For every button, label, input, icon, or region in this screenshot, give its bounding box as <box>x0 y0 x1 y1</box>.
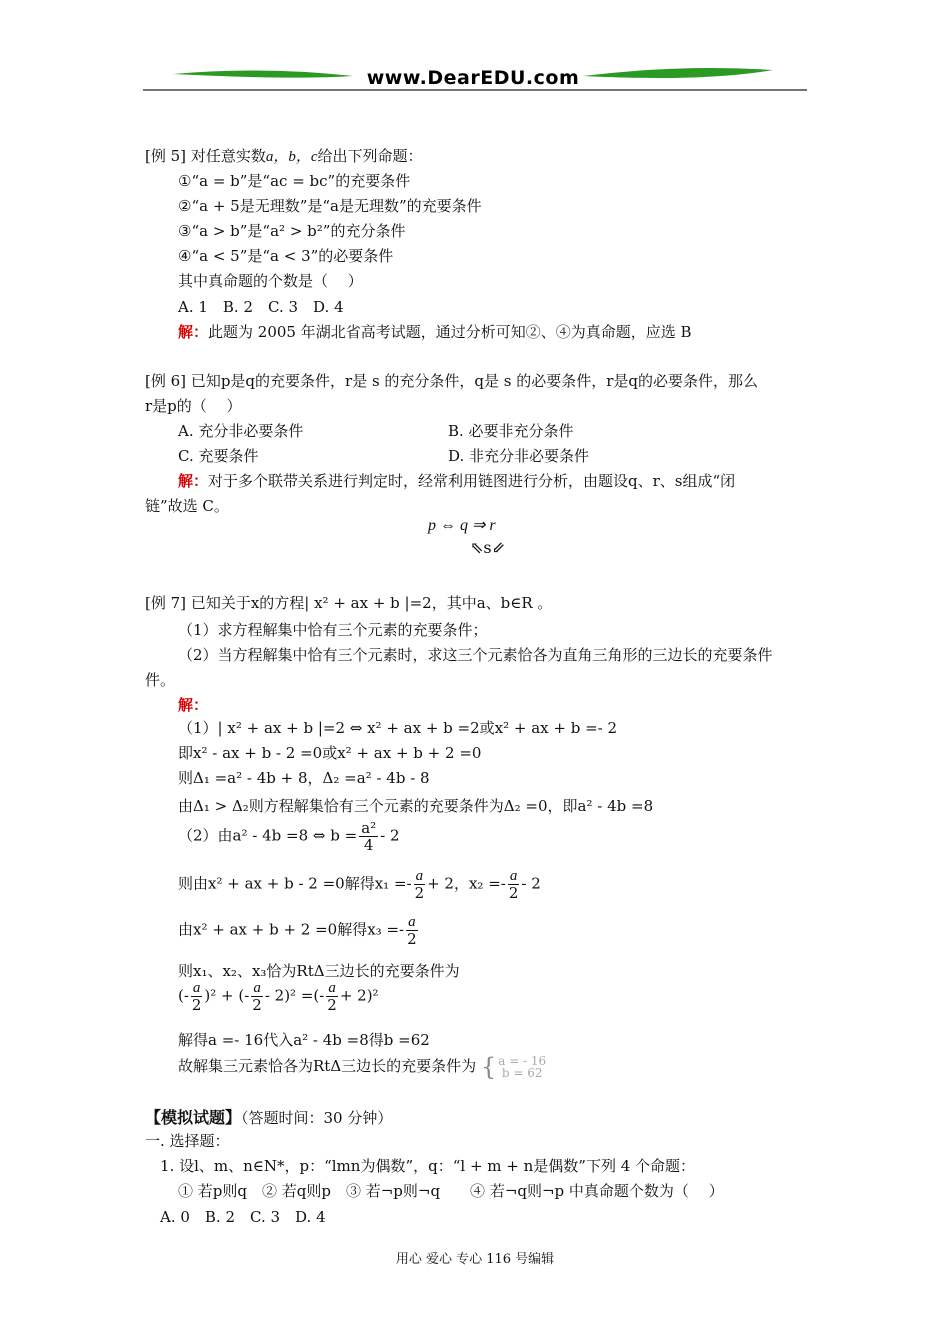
ex7-question-2: （2）当方程解集中恰有三个元素时，求这三个元素恰各为直角三角形的三边长的充要条件 <box>178 646 773 664</box>
brace-icon: { <box>480 1053 497 1081</box>
page-footer: 用心 爱心 专心 116 号编辑 <box>395 1252 555 1267</box>
chain-diagram-top: p ⇔ q ⇒ r <box>428 517 496 534</box>
ex7-line1: [例 7] 已知关于x的方程| x² + ax + b |=2，其中a、b∈R 。 <box>145 594 553 612</box>
ex7-question-2-cont: 件。 <box>145 671 176 689</box>
ex6-line2: r是p的（ ） <box>145 397 242 415</box>
chain-diagram-bottom: ⇖s⇙ <box>470 538 506 557</box>
ex7-step-11: 故解集三元素恰各为RtΔ三边长的充要条件为 { a = - 16 b = 62 <box>178 1053 547 1081</box>
ex7-solution-label: 解： <box>178 696 209 714</box>
ex7-step-3: 则Δ₁ =a² - 4b + 8，Δ₂ =a² - 4b - 8 <box>178 769 430 787</box>
ex5-question: 其中真命题的个数是（ ） <box>178 272 363 290</box>
ex7-step-1: （1）| x² + ax + b |=2 ⇔ x² + ax + b =2或x² + ax + b =- 2 <box>178 719 618 737</box>
ex6-solution-line1: 解：对于多个联带关系进行判定时，经常利用链图进行分析，由题设q、r、s组成“闭 <box>178 472 736 490</box>
ex5-item-2: ②“a + 5是无理数”是“a是无理数”的充要条件 <box>178 197 482 215</box>
ex5-item-1: ①“a = b”是“ac = bc”的充要条件 <box>178 172 411 190</box>
mock-q1-options: A. 0 B. 2 C. 3 D. 4 <box>160 1208 326 1226</box>
ex6-option-d: D. 非充分非必要条件 <box>448 447 590 465</box>
ex5-item-3: ③“a > b”是“a² > b²”的充分条件 <box>178 222 406 240</box>
ex7-step-6: 则由x² + ax + b - 2 =0解得x₁ =- $\frac{a}{2}$ + 2，x₂ =- $\frac{a}{2}$ - 2 <box>178 868 541 902</box>
ex5-intro: [例 5] 对任意实数a，b，c给出下列命题： <box>145 147 423 165</box>
header-swoosh-logo <box>143 64 807 92</box>
mock-title: 【模拟试题】（答题时间：30 分钟） <box>145 1108 393 1127</box>
header-brand: www.DearEDU.com <box>366 67 580 89</box>
ex7-step-7: 由x² + ax + b + 2 =0解得x₃ =- $\frac{a}{2}$ <box>178 914 417 948</box>
ex6-option-b: B. 必要非充分条件 <box>448 422 574 440</box>
mock-section: 一. 选择题： <box>145 1132 230 1150</box>
ex7-step-5: （2）由a² - 4b =8 ⇔ b = $\frac{\text{a²}}{4}$ - 2 <box>178 819 400 854</box>
ex5-options: A. 1 B. 2 C. 3 D. 4 <box>178 298 344 316</box>
ex7-step-4: 由Δ₁ > Δ₂则方程解集恰有三个元素的充要条件为Δ₂ =0，即a² - 4b =8 <box>178 797 654 815</box>
ex7-step-9: (- $\frac{a}{2}$ )² + (- $\frac{a}{2}$ - 2)² =(- $\frac{a}{2}$ + 2)² <box>178 980 379 1014</box>
mock-q1-line2: ① 若p则q ② 若q则p ③ 若¬p则¬q ④ 若¬q则¬p 中真命题个数为（ ） <box>178 1182 724 1200</box>
ex6-option-c: C. 充要条件 <box>178 447 259 465</box>
ex6-solution-line2: 链”故选 C。 <box>145 497 229 515</box>
ex6-line1: [例 6] 已知p是q的充要条件，r是 s 的充分条件，q是 s 的必要条件，r是q的必要条件，那么 <box>145 372 759 390</box>
ex7-step-10: 解得a =- 16代入a² - 4b =8得b =62 <box>178 1031 430 1049</box>
ex5-solution: 解：此题为 2005 年湖北省高考试题，通过分析可知②、④为真命题，应选 B <box>178 323 692 341</box>
ex5-item-4: ④“a < 5”是“a < 3”的必要条件 <box>178 247 394 265</box>
mock-q1-line1: 1. 设l、m、n∈N*，p：“lmn为偶数”，q：“l + m + n是偶数”下列 4 个命题： <box>160 1157 696 1175</box>
ex7-step-2: 即x² - ax + b - 2 =0或x² + ax + b + 2 =0 <box>178 744 482 762</box>
ex6-option-a: A. 充分非必要条件 <box>178 422 304 440</box>
ex7-step-8: 则x₁、x₂、x₃恰为RtΔ三边长的充要条件为 <box>178 962 460 980</box>
ex7-question-1: （1）求方程解集中恰有三个元素的充要条件； <box>178 621 488 639</box>
